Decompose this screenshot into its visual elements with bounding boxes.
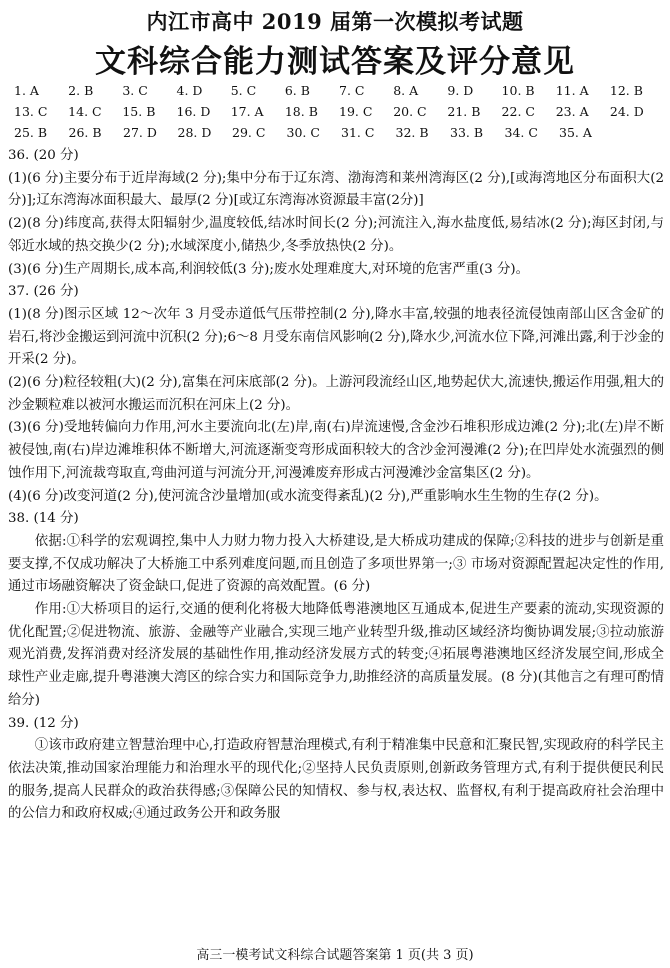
answer-item: 35. A bbox=[559, 125, 592, 140]
answer-item: 31. C bbox=[341, 125, 375, 140]
question-36-part-1: (1)(6 分)主要分布于近岸海域(2 分);集中分布于辽东湾、渤海湾和莱州湾海区(2 分),[或海湾地区分布面积大(2 分)];辽东湾海冰面积最大、最厚(2 分)[或辽东湾海冰资源最丰富(2分)] bbox=[8, 170, 664, 209]
multiple-choice-answers bbox=[14, 80, 664, 143]
answer-item: 15. B bbox=[122, 104, 156, 119]
answer-item: 4. D bbox=[176, 83, 203, 98]
answer-item: 13. C bbox=[14, 104, 48, 119]
answer-item: 2. B bbox=[68, 83, 94, 98]
answer-item: 19. C bbox=[339, 104, 373, 119]
question-37-part-1: (1)(8 分)图示区域 12～次年 3 月受赤道低气压带控制(2 分),降水丰富,较强的地表径流侵蚀南部山区含金矿的岩石,将沙金搬运到河流中沉积(2 分);6～8 月受东南信风影响(2 分),降水少,河流水位下降,河滩出露,利于沙金的开采(2 分)。 bbox=[8, 306, 664, 368]
exam-title: 内江市高中 2019 届第一次模拟考试题 bbox=[146, 9, 524, 34]
answer-item: 12. B bbox=[609, 83, 643, 98]
answer-item: 14. C bbox=[68, 104, 102, 119]
answer-item: 7. C bbox=[339, 83, 365, 98]
question-39-answer: ①该市政府建立智慧治理中心,打造政府智慧治理模式,有利于精准集中民意和汇聚民智,实现政府的科学民主依法决策,推动国家治理能力和治理水平的现代化;②坚持人民负责原则,创新政务管理方式,有利于提供便民利民的服务,提高人民群众的政治获得感;③保障公民的知情权、参与权,表达权、监督权,有利于提高政府社会治理中的公信力和政府权威;④通过政务公开和政务服 bbox=[8, 738, 664, 822]
answer-item: 21. B bbox=[447, 104, 481, 119]
answer-item: 11. A bbox=[555, 83, 589, 98]
question-38-effect: 作用:①大桥项目的运行,交通的便利化将极大地降低粤港澳地区互通成本,促进生产要素的流动,实现资源的优化配置;②促进物流、旅游、金融等产业融合,实现三地产业转型升级,推动区域经济均衡协调发展;③拉动旅游观光消费,发挥消费对经济发展的基础性作用,推动经济发展方式的转变;④拓展粤港澳地区经济发展空间,形成全球性产业走廊,提升粤港澳大湾区的综合实力和国际竞争力,助推经济的高质量发展。(8 分)(其他言之有理可酌情给分) bbox=[8, 602, 664, 708]
answer-item: 26. B bbox=[68, 125, 102, 140]
question-36-part-2: (2)(8 分)纬度高,获得太阳辐射少,温度较低,结冰时间长(2 分);河流注入,海水盐度低,易结冰(2 分);海区封闭,与邻近水域的热交换少(2 分);水域深度小,储热少,冬季放热快(2 分)。 bbox=[8, 216, 664, 254]
answer-item: 32. B bbox=[395, 125, 429, 140]
answer-item: 25. B bbox=[14, 125, 48, 140]
answer-row bbox=[14, 80, 664, 101]
answer-item: 9. D bbox=[447, 83, 474, 98]
answer-item: 34. C bbox=[504, 125, 538, 140]
question-39-heading: 39. (12 分) bbox=[8, 715, 79, 731]
answer-item: 24. D bbox=[609, 104, 644, 119]
page-footer: 高三一模考试文科综合试题答案第 1 页(共 3 页) bbox=[196, 948, 474, 963]
answer-item: 8. A bbox=[393, 83, 419, 98]
question-37-part-4: (4)(6 分)改变河道(2 分),使河流含沙量增加(或水流变得紊乱)(2 分),严重影响水生生物的生存(2 分)。 bbox=[8, 488, 608, 504]
answer-item: 33. B bbox=[450, 125, 484, 140]
question-37-part-2: (2)(6 分)粒径较粗(大)(2 分),富集在河床底部(2 分)。上游河段流经山区,地势起伏大,流速快,搬运作用强,粗大的沙金颗粒难以被河水搬运而沉积在河床上(2 分)。 bbox=[8, 375, 664, 413]
answer-item: 30. C bbox=[286, 125, 320, 140]
answer-row bbox=[14, 122, 664, 143]
answer-row bbox=[14, 101, 664, 122]
question-38-heading: 38. (14 分) bbox=[8, 511, 79, 527]
question-38-basis: 依据:①科学的宏观调控,集中人力财力物力投入大桥建设,是大桥成功建成的保障;②科技的进步与创新是重要支撑,不仅成功解决了大桥施工中系列难度问题,而且创造了多项世界第一;③ 市场对资源配置起决定性的作用,通过市场融资解决了资金缺口,促进了资源的高效配置。(6 分) bbox=[8, 533, 664, 595]
answer-item: 28. D bbox=[177, 125, 212, 140]
answer-item: 29. C bbox=[232, 125, 266, 140]
answer-item: 23. A bbox=[555, 104, 589, 119]
answer-item: 5. C bbox=[230, 83, 257, 98]
question-37-part-3: (3)(6 分)受地转偏向力作用,河水主要流向北(左)岸,南(右)岸流速慢,含金沙石堆积形成边滩(2 分);北(左)岸不断被侵蚀,南(右)岸边滩堆积体不断增大,河流逐渐变弯形成面积较大的含沙金河漫滩(2 分);在凹岸处水流强烈的侧蚀作用下,河流裁弯取直,弯曲河道与河流分开,河漫滩废弃形成古河漫滩沙金富集区(2 分)。 bbox=[8, 420, 664, 481]
answer-key-title: 文科综合能力测试答案及评分意见 bbox=[95, 44, 575, 80]
answer-item: 18. B bbox=[284, 104, 318, 119]
answer-item: 17. A bbox=[230, 104, 264, 119]
answer-item: 1. A bbox=[14, 83, 39, 98]
answer-item: 10. B bbox=[501, 83, 535, 98]
question-36-heading: 36. (20 分) bbox=[8, 148, 79, 163]
answer-item: 3. C bbox=[122, 83, 148, 98]
answer-item: 6. B bbox=[284, 83, 310, 98]
question-37-heading: 37. (26 分) bbox=[8, 284, 79, 300]
question-36-part-3: (3)(6 分)生产周期长,成本高,利润较低(3 分);废水处理难度大,对环境的危害严重(3 分)。 bbox=[8, 261, 530, 277]
answer-item: 27. D bbox=[123, 125, 157, 140]
answer-item: 22. C bbox=[501, 104, 535, 119]
answer-item: 16. D bbox=[176, 104, 211, 119]
answer-content bbox=[8, 145, 664, 826]
answer-item: 20. C bbox=[393, 104, 427, 119]
